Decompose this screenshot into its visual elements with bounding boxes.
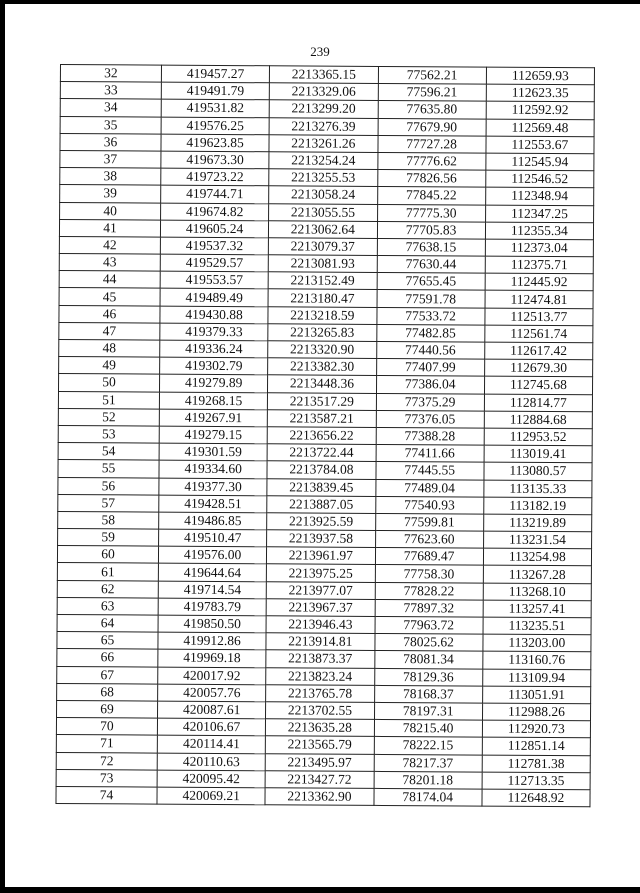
point-number-cell: 49 — [59, 357, 160, 375]
x-coordinate-cell: 419457.27 — [161, 65, 269, 83]
y-coordinate-cell: 2213152.49 — [268, 272, 376, 290]
y-coordinate-cell: 2213329.06 — [270, 83, 378, 101]
point-number-cell: 71 — [56, 735, 157, 753]
point-number-cell: 40 — [60, 202, 161, 220]
y-coordinate-cell: 2213975.25 — [267, 564, 375, 582]
x-coordinate-cell: 419605.24 — [160, 220, 268, 238]
x-coordinate-cell: 420110.63 — [157, 753, 265, 771]
x-coordinate-cell: 419486.85 — [159, 512, 267, 530]
easting-cell: 77445.55 — [375, 462, 483, 480]
northing-cell: 113109.94 — [482, 669, 590, 687]
northing-cell: 112648.92 — [482, 789, 590, 807]
northing-cell: 112546.52 — [486, 170, 594, 188]
easting-cell: 77727.28 — [377, 135, 485, 153]
easting-cell: 78197.31 — [374, 702, 482, 720]
northing-cell: 113254.98 — [483, 548, 591, 566]
northing-cell: 112355.34 — [485, 222, 593, 240]
northing-cell: 112348.94 — [485, 187, 593, 205]
y-coordinate-cell: 2213382.30 — [268, 358, 376, 376]
scan-border-bottom — [0, 887, 640, 893]
scan-border-top — [0, 0, 640, 4]
easting-cell: 78217.37 — [374, 754, 482, 772]
northing-cell: 112617.42 — [484, 342, 592, 360]
y-coordinate-cell: 2213299.20 — [269, 100, 377, 118]
x-coordinate-cell: 419623.85 — [161, 134, 269, 152]
northing-cell: 112953.52 — [484, 428, 592, 446]
x-coordinate-cell: 420106.67 — [157, 718, 265, 736]
northing-cell: 112713.35 — [482, 772, 590, 790]
point-number-cell: 63 — [57, 597, 158, 615]
easting-cell: 77845.22 — [377, 187, 485, 205]
coordinates-table — [55, 64, 595, 807]
northing-cell: 112373.04 — [485, 239, 593, 257]
coordinates-table-body — [56, 65, 595, 807]
y-coordinate-cell: 2213946.43 — [266, 616, 374, 634]
point-number-cell: 55 — [58, 460, 159, 478]
northing-cell: 112745.68 — [484, 376, 592, 394]
point-number-cell: 58 — [58, 511, 159, 529]
y-coordinate-cell: 2213362.90 — [265, 788, 373, 806]
northing-cell: 113257.41 — [483, 600, 591, 618]
easting-cell: 78201.18 — [374, 771, 482, 789]
y-coordinate-cell: 2213055.55 — [269, 203, 377, 221]
northing-cell: 112814.77 — [484, 394, 592, 412]
easting-cell: 77635.80 — [378, 101, 486, 119]
x-coordinate-cell: 420114.41 — [157, 735, 265, 753]
y-coordinate-cell: 2213925.59 — [267, 513, 375, 531]
easting-cell: 77482.85 — [376, 324, 484, 342]
easting-cell: 78129.36 — [374, 668, 482, 686]
x-coordinate-cell: 419529.57 — [160, 254, 268, 272]
easting-cell: 77963.72 — [375, 616, 483, 634]
northing-cell: 112553.67 — [486, 136, 594, 154]
x-coordinate-cell: 419336.24 — [160, 340, 268, 358]
y-coordinate-cell: 2213081.93 — [268, 255, 376, 273]
point-number-cell: 46 — [59, 305, 160, 323]
y-coordinate-cell: 2213823.24 — [266, 667, 374, 685]
scan-border-left — [0, 0, 5, 893]
point-number-cell: 50 — [59, 374, 160, 392]
easting-cell: 77826.56 — [377, 170, 485, 188]
northing-cell: 113267.28 — [483, 566, 591, 584]
y-coordinate-cell: 2213265.83 — [268, 324, 376, 342]
x-coordinate-cell: 419268.15 — [159, 392, 267, 410]
point-number-cell: 48 — [59, 339, 160, 357]
point-number-cell: 52 — [58, 408, 159, 426]
point-number-cell: 65 — [57, 632, 158, 650]
point-number-cell: 66 — [57, 649, 158, 667]
point-number-cell: 36 — [60, 133, 161, 151]
northing-cell: 113135.33 — [484, 480, 592, 498]
northing-cell: 112569.48 — [486, 119, 594, 137]
x-coordinate-cell: 419279.15 — [159, 426, 267, 444]
point-number-cell: 68 — [57, 683, 158, 701]
x-coordinate-cell: 419850.50 — [158, 615, 266, 633]
x-coordinate-cell: 419783.79 — [158, 598, 266, 616]
y-coordinate-cell: 2213656.22 — [267, 427, 375, 445]
y-coordinate-cell: 2213495.97 — [265, 753, 373, 771]
northing-cell: 113235.51 — [483, 617, 591, 635]
easting-cell: 77596.21 — [378, 84, 486, 102]
point-number-cell: 51 — [58, 391, 159, 409]
easting-cell: 77562.21 — [378, 66, 486, 84]
y-coordinate-cell: 2213967.37 — [266, 599, 374, 617]
y-coordinate-cell: 2213887.05 — [267, 495, 375, 513]
x-coordinate-cell: 420087.61 — [158, 701, 266, 719]
easting-cell: 77630.44 — [377, 256, 485, 274]
northing-cell: 112988.26 — [482, 703, 590, 721]
y-coordinate-cell: 2213635.28 — [266, 719, 374, 737]
point-number-cell: 70 — [56, 718, 157, 736]
easting-cell: 77411.66 — [376, 445, 484, 463]
easting-cell: 77897.32 — [375, 599, 483, 617]
easting-cell: 78025.62 — [374, 634, 482, 652]
easting-cell: 77655.45 — [377, 273, 485, 291]
x-coordinate-cell: 419723.22 — [161, 168, 269, 186]
y-coordinate-cell: 2213937.58 — [267, 530, 375, 548]
easting-cell: 77591.78 — [377, 290, 485, 308]
northing-cell: 112445.92 — [485, 273, 593, 291]
easting-cell: 77376.05 — [376, 410, 484, 428]
x-coordinate-cell: 419334.60 — [159, 460, 267, 478]
y-coordinate-cell: 2213784.08 — [267, 461, 375, 479]
easting-cell: 77705.83 — [377, 221, 485, 239]
easting-cell: 78215.40 — [374, 720, 482, 738]
x-coordinate-cell: 419302.79 — [160, 357, 268, 375]
point-number-cell: 38 — [60, 168, 161, 186]
x-coordinate-cell: 419553.57 — [160, 271, 268, 289]
y-coordinate-cell: 2213702.55 — [266, 702, 374, 720]
easting-cell: 77758.30 — [375, 565, 483, 583]
y-coordinate-cell: 2213062.64 — [269, 220, 377, 238]
easting-cell: 77388.28 — [376, 427, 484, 445]
easting-cell: 77599.81 — [375, 513, 483, 531]
northing-cell: 112851.14 — [482, 737, 590, 755]
y-coordinate-cell: 2213977.07 — [266, 581, 374, 599]
easting-cell: 77533.72 — [376, 307, 484, 325]
x-coordinate-cell: 419430.88 — [160, 306, 268, 324]
point-number-cell: 53 — [58, 425, 159, 443]
x-coordinate-cell: 419912.86 — [158, 632, 266, 650]
x-coordinate-cell: 419510.47 — [159, 529, 267, 547]
y-coordinate-cell: 2213722.44 — [267, 444, 375, 462]
point-number-cell: 32 — [60, 65, 161, 83]
y-coordinate-cell: 2213255.53 — [269, 169, 377, 187]
y-coordinate-cell: 2213320.90 — [268, 341, 376, 359]
easting-cell: 77407.99 — [376, 359, 484, 377]
northing-cell: 112679.30 — [484, 359, 592, 377]
northing-cell: 112347.25 — [485, 205, 593, 223]
northing-cell: 112659.93 — [486, 67, 594, 85]
y-coordinate-cell: 2213276.39 — [269, 117, 377, 135]
point-number-cell: 62 — [57, 580, 158, 598]
x-coordinate-cell: 419531.82 — [161, 99, 269, 117]
x-coordinate-cell: 419379.33 — [160, 323, 268, 341]
y-coordinate-cell: 2213587.21 — [268, 410, 376, 428]
x-coordinate-cell: 419377.30 — [159, 478, 267, 496]
easting-cell: 78168.37 — [374, 685, 482, 703]
easting-cell: 78081.34 — [374, 651, 482, 669]
easting-cell: 77776.62 — [377, 152, 485, 170]
y-coordinate-cell: 2213261.26 — [269, 135, 377, 153]
northing-cell: 113203.00 — [483, 634, 591, 652]
x-coordinate-cell: 419267.91 — [159, 409, 267, 427]
northing-cell: 112513.77 — [485, 308, 593, 326]
y-coordinate-cell: 2213961.97 — [267, 547, 375, 565]
x-coordinate-cell: 420017.92 — [158, 667, 266, 685]
point-number-cell: 43 — [59, 254, 160, 272]
x-coordinate-cell: 419537.32 — [160, 237, 268, 255]
x-coordinate-cell: 419301.59 — [159, 443, 267, 461]
northing-cell: 112561.74 — [485, 325, 593, 343]
point-number-cell: 33 — [60, 82, 161, 100]
y-coordinate-cell: 2213180.47 — [268, 289, 376, 307]
y-coordinate-cell: 2213914.81 — [266, 633, 374, 651]
northing-cell: 112920.73 — [482, 720, 590, 738]
northing-cell: 112623.35 — [486, 84, 594, 102]
point-number-cell: 54 — [58, 443, 159, 461]
northing-cell: 113051.91 — [482, 686, 590, 704]
easting-cell: 77638.15 — [377, 238, 485, 256]
point-number-cell: 64 — [57, 614, 158, 632]
easting-cell: 78174.04 — [373, 788, 481, 806]
easting-cell: 77623.60 — [375, 530, 483, 548]
y-coordinate-cell: 2213873.37 — [266, 650, 374, 668]
easting-cell: 77540.93 — [375, 496, 483, 514]
point-number-cell: 60 — [57, 546, 158, 564]
northing-cell: 112474.81 — [485, 291, 593, 309]
northing-cell: 112781.38 — [482, 755, 590, 773]
easting-cell: 77775.30 — [377, 204, 485, 222]
northing-cell: 113268.10 — [483, 583, 591, 601]
x-coordinate-cell: 420069.21 — [157, 787, 265, 805]
point-number-cell: 42 — [59, 236, 160, 254]
x-coordinate-cell: 419428.51 — [159, 495, 267, 513]
easting-cell: 77375.29 — [376, 393, 484, 411]
x-coordinate-cell: 419674.82 — [161, 203, 269, 221]
x-coordinate-cell: 419576.25 — [161, 117, 269, 135]
y-coordinate-cell: 2213365.15 — [270, 66, 378, 84]
point-number-cell: 39 — [60, 185, 161, 203]
x-coordinate-cell: 419969.18 — [158, 649, 266, 667]
point-number-cell: 47 — [59, 322, 160, 340]
point-number-cell: 61 — [57, 563, 158, 581]
northing-cell: 113182.19 — [484, 497, 592, 515]
point-number-cell: 72 — [56, 752, 157, 770]
table-row — [56, 786, 590, 806]
easting-cell: 77828.22 — [375, 582, 483, 600]
easting-cell: 77386.04 — [376, 376, 484, 394]
easting-cell: 77489.04 — [375, 479, 483, 497]
easting-cell: 78222.15 — [374, 737, 482, 755]
northing-cell: 113080.57 — [484, 462, 592, 480]
northing-cell: 113219.89 — [483, 514, 591, 532]
point-number-cell: 73 — [56, 769, 157, 787]
x-coordinate-cell: 419714.54 — [158, 581, 266, 599]
y-coordinate-cell: 2213517.29 — [268, 392, 376, 410]
y-coordinate-cell: 2213839.45 — [267, 478, 375, 496]
northing-cell: 112545.94 — [486, 153, 594, 171]
point-number-cell: 41 — [59, 219, 160, 237]
point-number-cell: 74 — [56, 786, 157, 804]
y-coordinate-cell: 2213427.72 — [265, 770, 373, 788]
point-number-cell: 34 — [60, 99, 161, 117]
point-number-cell: 44 — [59, 271, 160, 289]
easting-cell: 77679.90 — [378, 118, 486, 136]
y-coordinate-cell: 2213565.79 — [266, 736, 374, 754]
northing-cell: 113160.76 — [483, 651, 591, 669]
x-coordinate-cell: 419744.71 — [161, 185, 269, 203]
point-number-cell: 59 — [58, 529, 159, 547]
point-number-cell: 69 — [57, 700, 158, 718]
point-number-cell: 57 — [58, 494, 159, 512]
x-coordinate-cell: 419576.00 — [158, 546, 266, 564]
x-coordinate-cell: 419673.30 — [161, 151, 269, 169]
point-number-cell: 67 — [57, 666, 158, 684]
point-number-cell: 45 — [59, 288, 160, 306]
x-coordinate-cell: 420095.42 — [157, 770, 265, 788]
northing-cell: 113231.54 — [483, 531, 591, 549]
x-coordinate-cell: 419644.64 — [158, 564, 266, 582]
easting-cell: 77689.47 — [375, 548, 483, 566]
point-number-cell: 37 — [60, 150, 161, 168]
page-number: 239 — [310, 44, 330, 59]
y-coordinate-cell: 2213254.24 — [269, 152, 377, 170]
northing-cell: 112375.71 — [485, 256, 593, 274]
easting-cell: 77440.56 — [376, 341, 484, 359]
point-number-cell: 35 — [60, 116, 161, 134]
y-coordinate-cell: 2213218.59 — [268, 306, 376, 324]
x-coordinate-cell: 419489.49 — [160, 289, 268, 307]
x-coordinate-cell: 420057.76 — [158, 684, 266, 702]
x-coordinate-cell: 419279.89 — [160, 374, 268, 392]
y-coordinate-cell: 2213058.24 — [269, 186, 377, 204]
y-coordinate-cell: 2213448.36 — [268, 375, 376, 393]
northing-cell: 113019.41 — [484, 445, 592, 463]
point-number-cell: 56 — [58, 477, 159, 495]
northing-cell: 112592.92 — [486, 101, 594, 119]
x-coordinate-cell: 419491.79 — [161, 82, 269, 100]
y-coordinate-cell: 2213765.78 — [266, 685, 374, 703]
y-coordinate-cell: 2213079.37 — [269, 238, 377, 256]
northing-cell: 112884.68 — [484, 411, 592, 429]
